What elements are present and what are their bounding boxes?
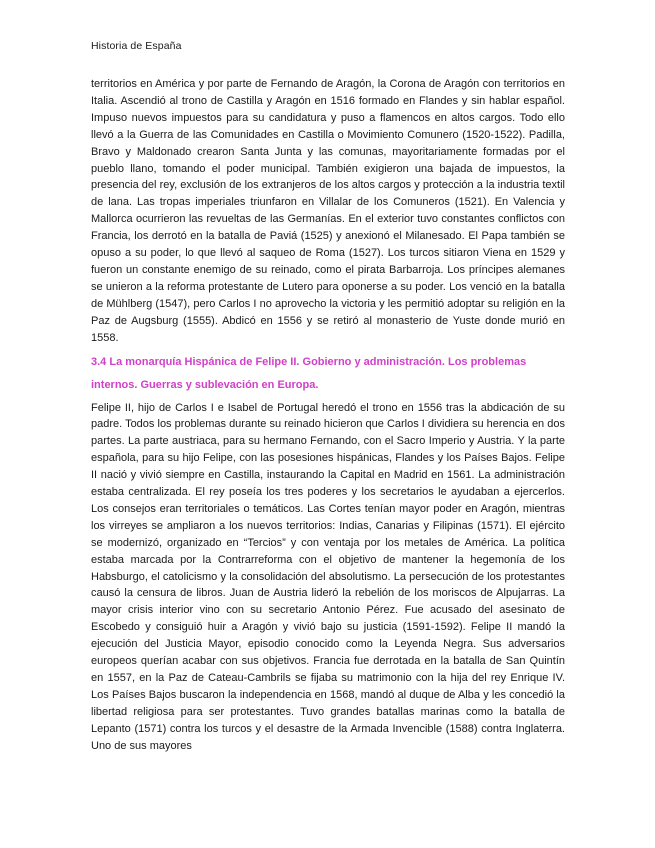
body-paragraph: Felipe II, hijo de Carlos I e Isabel de Portugal heredó el trono en 1556 tras la abdicación de su padre. Todos los problemas durante su reinado hicieron que Carlos I dividiera su herencia en dos partes. La parte austriaca, para su hermano Fernando, con el Sacro Imperio y Austria. Y la parte española, para su hijo Felipe, con las posesiones hispánicas, Flandes y los Países Bajos. Felipe II nació y vivió siempre en Castilla, instaurando la Capital en Madrid en 1561. La administración estaba centralizada. El rey poseía los tres poderes y los secretarios le ayudaban a ejercerlos. Los consejos eran territoriales o temáticos. Las Cortes tenían mayor poder en Aragón, mientras los virreyes se ampliaron a los nuevos territorios: Indias, Canarias y Filipinas (1571). El ejército se modernizó, organizado en “Tercios” y con ventaja por los metales de América. La política estaba marcada por la Contrarreforma con el objetivo de mantener la hegemonía de los Habsburgo, el catolicismo y la consolidación del absolutismo. La persecución de los protestantes causó la censura de libros. Juan de Austria lideró la rebelión de los moriscos de Alpujarras. La mayor crisis interior vino con su secretario Antonio Pérez. Fue acusado del asesinato de Escobedo y consiguió huir a Aragón y vivió bajo su justicia (1591-1592). Felipe II mandó la ejecución del Justicia Mayor, episodio conocido como la Leyenda Negra. Sus adversarios europeos querían acabar con sus objetivos. Francia fue derrotada en la batalla de San Quintín en 1557, en la Paz de Cateau-Cambrils se fijaba su matrimonio con la hija del rey Enrique IV. Los Países Bajos buscaron la independencia en 1568, mandó al duque de Alba y les concedió la libertad religiosa para ser protestantes. Tuvo grandes batallas marinas como la batalla de Lepanto (1571) contra los turcos y el desastre de la Armada Invencible (1588) contra Inglaterra. Uno de sus mayores <box>91 401 565 752</box>
page-body <box>91 76 565 755</box>
section-heading: 3.4 La monarquía Hispánica de Felipe II. Gobierno y administración. Los problemas internos. Guerras y sublevación en Europa. <box>91 355 527 391</box>
body-paragraph: territorios en América y por parte de Fernando de Aragón, la Corona de Aragón con territorios en Italia. Ascendió al trono de Castilla y Aragón en 1516 formado en Flandes y sin hablar español. Impuso nuevos impuestos para su candidatura y puso a flamencos en altos cargos. Todo ello llevó a la Guerra de las Comunidades en Castilla o Movimiento Comunero (1520-1522). Padilla, Bravo y Maldonado crearon Santa Junta y las comunas, mayoritariamente formadas por el pueblo llano, tomando el poder municipal. También exigieron una bajada de impuestos, la presencia del rey, exclusión de los extranjeros de los altos cargos y protección a la industria textil de lana. Las tropas imperiales triunfaron en Villalar de los Comuneros (1521). En Valencia y Mallorca ocurrieron las revueltas de las Germanías. En el exterior tuvo constantes conflictos con Francia, los derrotó en la batalla de Paviá (1525) y anexionó el Milanesado. El Papa también se opuso a su poder, lo que llevó al saqueo de Roma (1527). Los turcos sitiaron Viena en 1529 y fueron un constante enemigo de su reinado, como el pirata Barbarroja. Los príncipes alemanes se unieron a la reforma protestante de Lutero para oponerse a su poder. Los venció en la batalla de Mühlberg (1547), pero Carlos I no aprovecho la victoria y les permitió adoptar su religión en la Paz de Augsburg (1555). Abdicó en 1556 y se retiró al monasterio de Yuste donde murió en 1558. <box>91 78 565 344</box>
running-header: Historia de España <box>91 40 182 52</box>
